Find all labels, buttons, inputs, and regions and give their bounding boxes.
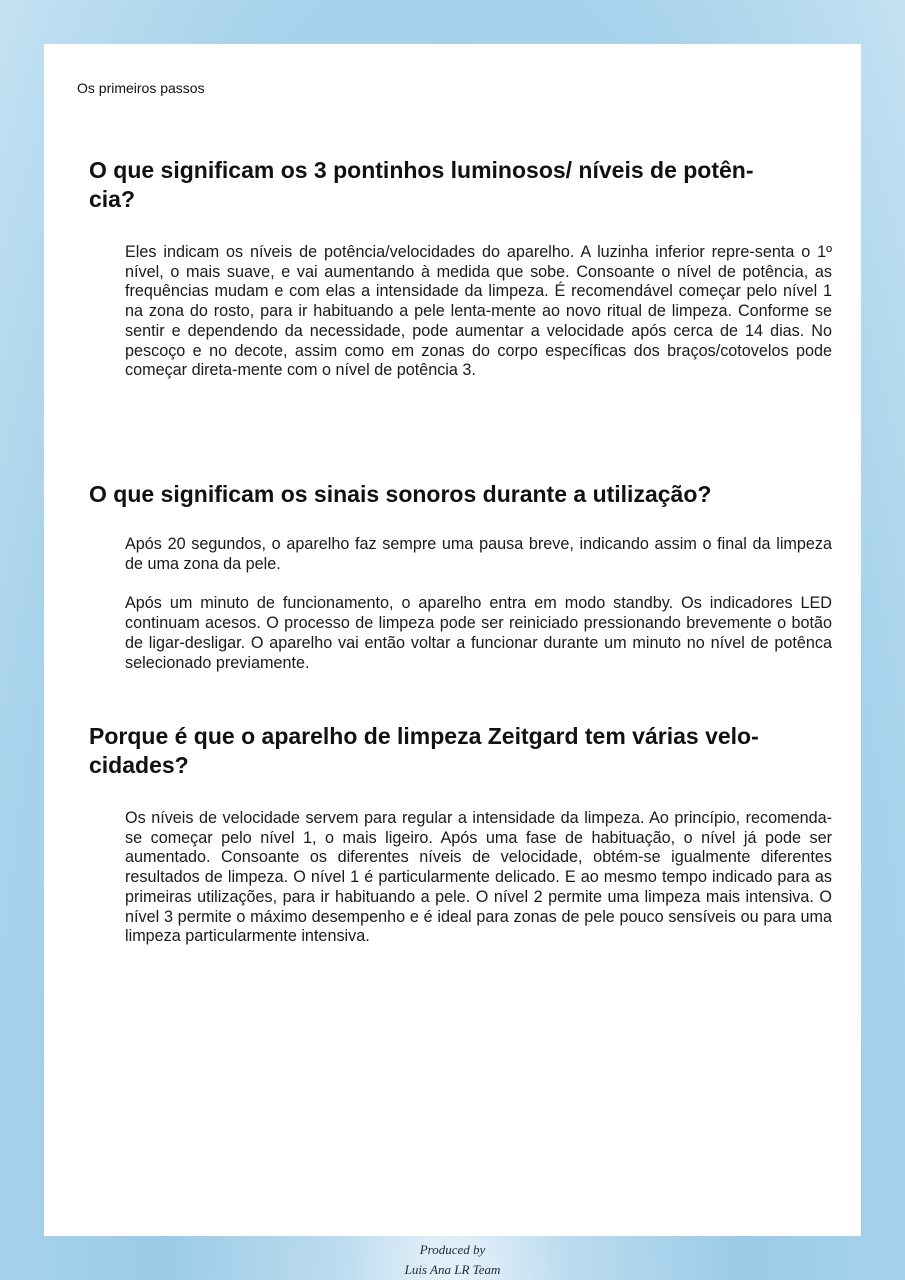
produced-by-footer bbox=[0, 1240, 905, 1280]
section-paragraph: Após um minuto de funcionamento, o aparelho entra em modo standby. Os indicadores LED continuam acesos. O processo de limpeza pode ser reiniciado pressionando brevemente o botão de ligar-desligar. O aparelho vai então voltar a funcionar durante um minuto no nível de potênca selecionado previamente. bbox=[125, 594, 832, 672]
section-speeds bbox=[89, 722, 832, 947]
document-page bbox=[44, 44, 861, 1236]
section-heading: O que significam os 3 pontinhos luminosos/ níveis de potên-cia? bbox=[89, 157, 754, 212]
section-heading: O que significam os sinais sonoros durante a utilização? bbox=[89, 481, 712, 507]
section-paragraph: Após 20 segundos, o aparelho faz sempre uma pausa breve, indicando assim o final da limpeza de uma zona da pele. bbox=[125, 535, 832, 573]
section-sound-signals bbox=[89, 480, 832, 673]
section-power-levels bbox=[89, 156, 832, 381]
footer-line-1: Produced by bbox=[419, 1242, 486, 1257]
running-header: Os primeiros passos bbox=[77, 80, 205, 96]
footer-line-2: Luis Ana LR Team bbox=[404, 1262, 501, 1277]
section-heading: Porque é que o aparelho de limpeza Zeitgard tem várias velo-cidades? bbox=[89, 723, 759, 778]
section-paragraph: Os níveis de velocidade servem para regular a intensidade da limpeza. Ao princípio, recomenda-se começar pelo nível 1, o mais ligeiro. Após uma fase de habituação, o nível já pode ser aumentado. Consoante os diferentes níveis de velocidade, obtém-se igualmente diferentes resultados de limpeza. O nível 1 é particularmente delicado. E ao mesmo tempo indicado para as primeiras utilizações, para ir habituando a pele. O nível 2 permite uma limpeza mais intensiva. O nível 3 permite o máximo desempenho e é ideal para zonas de pele pouco sensíveis ou para uma limpeza particularmente intensiva. bbox=[125, 809, 832, 946]
section-paragraph: Eles indicam os níveis de potência/velocidades do aparelho. A luzinha inferior repre-senta o 1º nível, o mais suave, e vai aumentando à medida que sobe. Consoante o nível de potência, as frequências mudam e com elas a intensidade da limpeza. É recomendável começar pelo nível 1 na zona do rosto, para ir habituando a pele lenta-mente ao novo ritual de limpeza. Conforme se sentir e dependendo da necessidade, pode aumentar a velocidade após cerca de 14 dias. No pescoço e no decote, assim como em zonas do corpo específicas dos braços/cotovelos pode começar direta-mente com o nível de potência 3. bbox=[125, 243, 832, 380]
